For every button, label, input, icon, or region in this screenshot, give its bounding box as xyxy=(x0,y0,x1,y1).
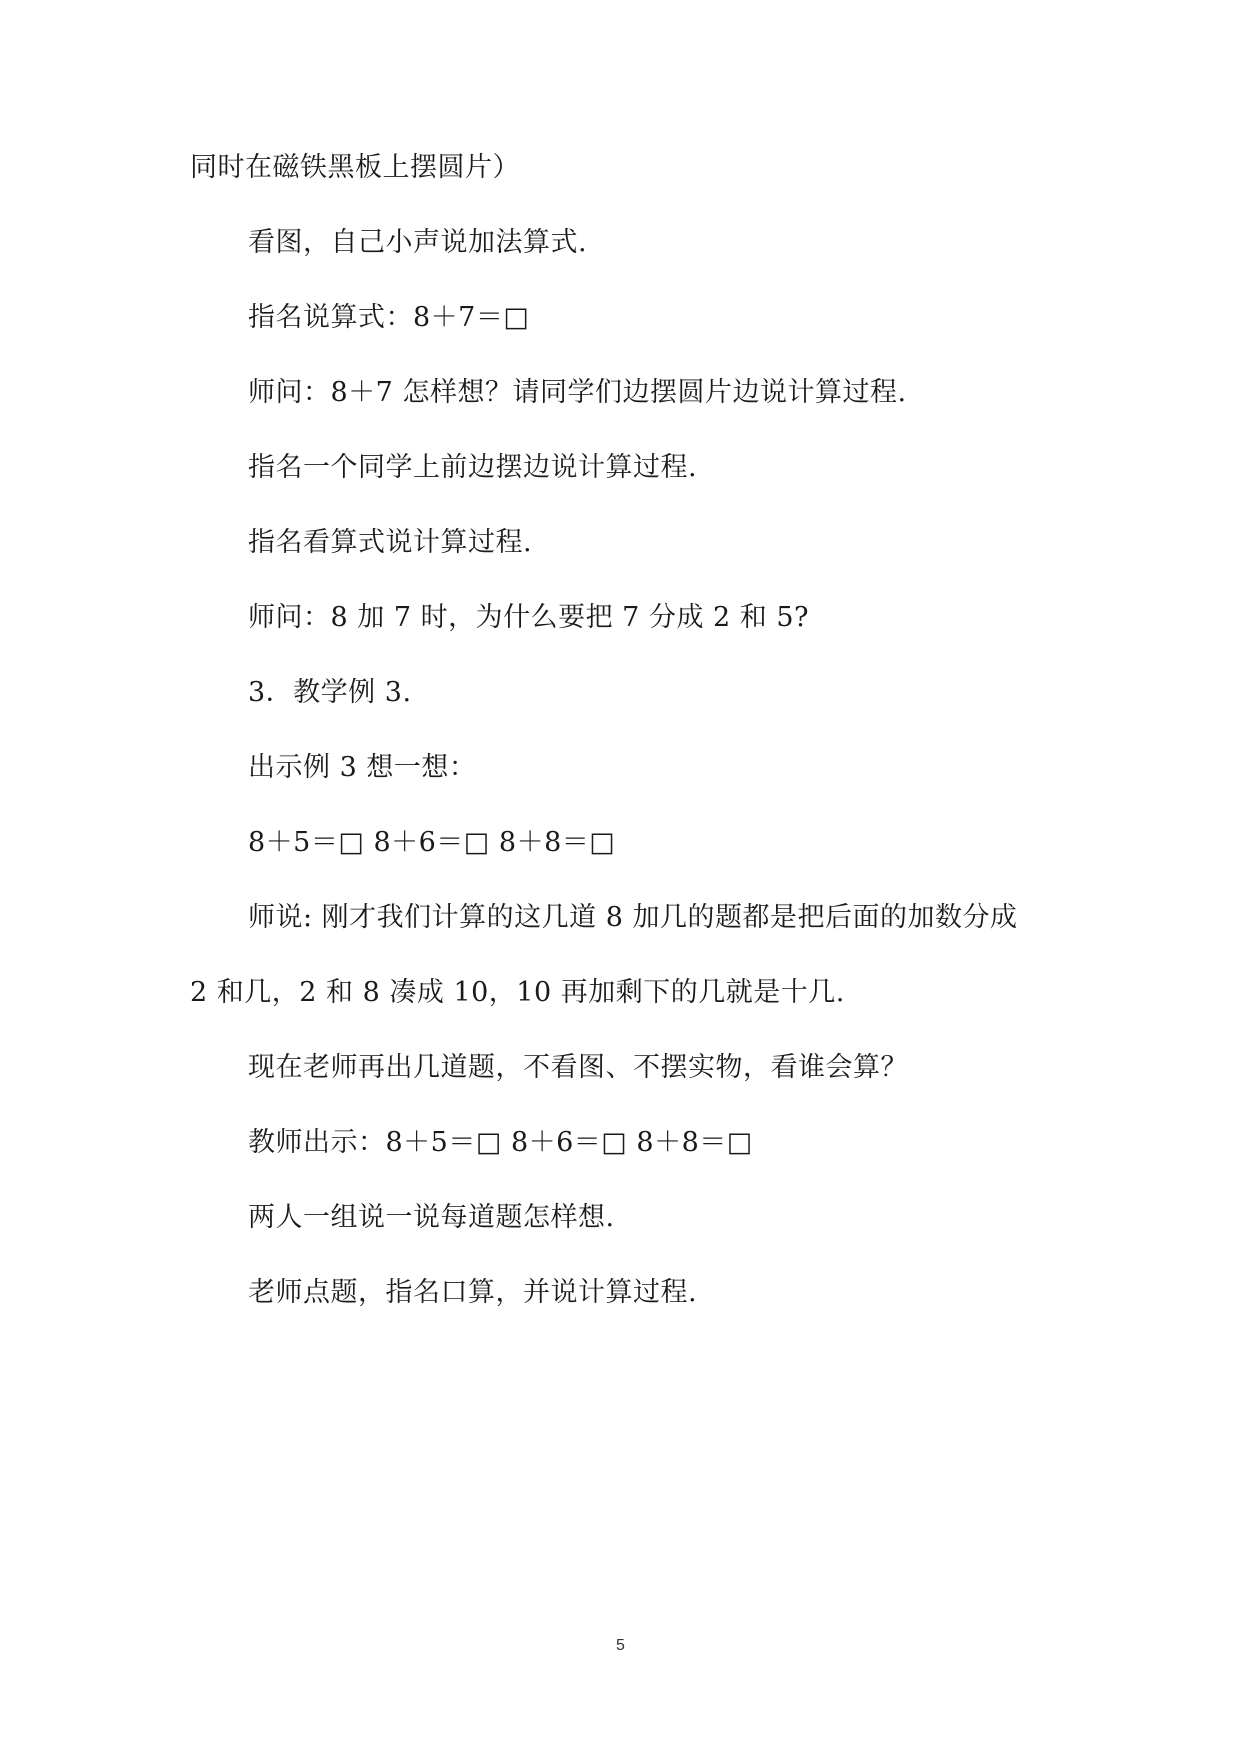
paragraph-line: 两人一组说一说每道题怎样想. xyxy=(248,1202,615,1233)
paragraph-line: 现在老师再出几道题，不看图、不摆实物，看谁会算？ xyxy=(248,1052,908,1083)
paragraph-line: 同时在磁铁黑板上摆圆片） xyxy=(190,152,520,183)
paragraph-line: 老师点题，指名口算，并说计算过程. xyxy=(248,1277,698,1308)
paragraph-line: 师问：8 加 7 时，为什么要把 7 分成 2 和 5? xyxy=(248,602,810,633)
paragraph-line: 指名一个同学上前边摆边说计算过程. xyxy=(248,452,698,483)
paragraph-line: 师问：8＋7 怎样想？请同学们边摆圆片边说计算过程. xyxy=(248,377,907,408)
paragraph-line: 指名说算式：8＋7＝□ xyxy=(248,302,530,333)
paragraph-line: 指名看算式说计算过程. xyxy=(248,527,533,558)
equation-line: 教师出示：8＋5＝□ 8＋6＝□ 8＋8＝□ xyxy=(248,1127,753,1158)
paragraph-line: 看图，自己小声说加法算式. xyxy=(248,227,588,258)
section-heading: 3．教学例 3. xyxy=(248,677,412,708)
paragraph-line: 师说: 刚才我们计算的这几道 8 加几的题都是把后面的加数分成 xyxy=(248,902,1018,933)
page-number: 5 xyxy=(616,1637,625,1654)
paragraph-line: 出示例 3 想一想： xyxy=(248,752,477,783)
paragraph-line: 2 和几，2 和 8 凑成 10，10 再加剩下的几就是十几. xyxy=(190,977,845,1008)
equation-line: 8＋5＝□ 8＋6＝□ 8＋8＝□ xyxy=(248,827,616,858)
